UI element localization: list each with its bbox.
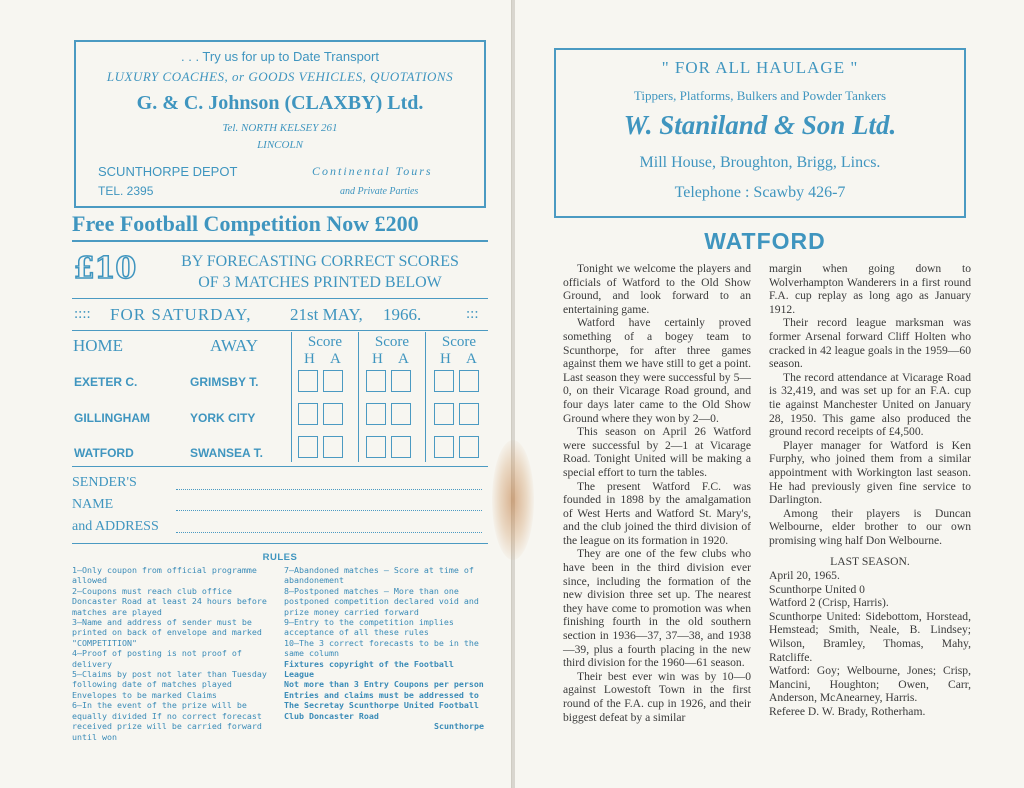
name-field[interactable] <box>176 510 482 511</box>
advert-depot: SCUNTHORPE DEPOT <box>98 164 238 179</box>
article-paragraph: The record attendance at Vicarage Road is 32,419, and was set up for an F.A. cup tie against Manchester United on January 28, 1950. This game also produced the ground record receipts of £4,500. <box>769 370 971 439</box>
advert-line-transport: . . . Try us for up to Date Transport <box>181 49 379 64</box>
article-title: WATFORD <box>704 228 826 254</box>
competition-headline: Free Football Competition Now £200 <box>72 211 419 236</box>
name-label: NAME <box>72 497 114 512</box>
date-label: FOR SATURDAY, <box>110 305 252 324</box>
score-a-3: A <box>466 351 477 367</box>
rule-item: 4—Proof of posting is not proof of delivery <box>72 648 242 669</box>
headline-rule <box>72 240 488 242</box>
score-box-m3-c3-a[interactable] <box>459 436 479 458</box>
date-day: 21st MAY, <box>290 305 363 324</box>
score-header-1: Score <box>307 334 343 350</box>
match-3-away: SWANSEA T. <box>190 446 263 460</box>
score-box-m3-c2-a[interactable] <box>391 436 411 458</box>
away-header: AWAY <box>210 336 259 355</box>
last-season-line: Scunthorpe United 0 <box>769 582 865 596</box>
score-box-m2-c3-a[interactable] <box>459 403 479 425</box>
article-paragraph: Watford have certainly proved something of a bogey team to Scunthorpe, for after three games against them we have still to get a point. Last season they were successful by 5—0, on their Vicarage Road ground, and four days later came to the Old Show Ground where they won by 2—0. <box>563 316 751 425</box>
advert-continental-tours: Continental Tours <box>312 164 433 178</box>
advert-private-parties: and Private Parties <box>340 186 419 197</box>
score-box-m1-c3-a[interactable] <box>459 370 479 392</box>
rule-item: Fixtures copyright of the Football League <box>284 658 454 680</box>
score-h-1: H <box>304 351 315 367</box>
rule-item: 10—The 3 correct forecasts to be in the same column <box>284 637 479 659</box>
rule-item: Not more than 3 Entry Coupons per person <box>284 679 484 690</box>
address-field[interactable] <box>176 532 482 533</box>
rule-item: 2—Coupons must reach club office Doncaster Road at least 24 hours before matches are played <box>72 585 267 617</box>
prize-badge: £10 <box>73 251 137 286</box>
rules-town: Scunthorpe <box>434 721 484 732</box>
rule-item: 3—Name and address of sender must be printed on back of envelope and marked "COMPETITION" <box>72 617 262 648</box>
article-column-2 <box>769 262 971 719</box>
last-season-section <box>769 555 971 718</box>
advert-services: Tippers, Platforms, Bulkers and Powder Tankers <box>633 88 887 103</box>
match-1-away: GRIMSBY T. <box>190 375 259 389</box>
last-season-heading: LAST SEASON. <box>830 555 910 569</box>
right-page <box>515 0 1024 788</box>
advert-town: LINCOLN <box>257 139 303 151</box>
rules-column-2 <box>284 565 484 732</box>
rules-title: RULES <box>262 552 298 563</box>
score-divider-2 <box>358 332 359 462</box>
score-box-m2-c3-h[interactable] <box>434 403 454 425</box>
home-header: HOME <box>73 336 124 355</box>
last-season-line: Watford 2 (Crisp, Harris). <box>769 596 889 610</box>
article-paragraph: Their best ever win was by 10—0 against Lowestoft Town in the first round of the F.A. cup in 1926, and their biggest defeat by a similar <box>563 669 751 724</box>
score-box-m3-c1-h[interactable] <box>298 436 318 458</box>
score-divider-3 <box>425 332 426 462</box>
score-header-3: Score <box>441 334 477 350</box>
forecast-line-1: BY FORECASTING CORRECT SCORES <box>181 253 459 270</box>
advert-line-coaches: LUXURY COACHES, or GOODS VEHICLES, QUOTATIONS <box>106 69 454 84</box>
date-year: 1966. <box>383 305 422 324</box>
score-box-m2-c2-h[interactable] <box>366 403 386 425</box>
score-header-2: Score <box>374 334 410 350</box>
last-season-line: April 20, 1965. <box>769 569 840 583</box>
rule-item: 6—In the event of the prize will be equally divided If no correct forecast received prize will be carried forward until won <box>72 700 262 742</box>
staple-stain <box>492 440 534 560</box>
advert-staniland-company: W. Staniland & Son Ltd. <box>623 110 897 140</box>
staniland-advert <box>554 48 966 218</box>
advert-slogan: " FOR ALL HAULAGE " <box>661 58 859 77</box>
score-box-m3-c1-a[interactable] <box>323 436 343 458</box>
table-bottom-rule <box>72 466 488 467</box>
rule-item: 1—Only coupon from official programme allowed <box>72 565 257 586</box>
senders-field[interactable] <box>176 489 482 490</box>
advert-company-name: G. & C. Johnson (CLAXBY) Ltd. <box>136 92 424 114</box>
score-h-3: H <box>440 351 451 367</box>
rules-column-1 <box>72 565 268 742</box>
date-suffix: ::: <box>466 306 479 322</box>
address-label: and ADDRESS <box>72 519 159 534</box>
forecast-line-2: OF 3 MATCHES PRINTED BELOW <box>198 274 442 291</box>
article-paragraph: This season on April 26 Watford were successful by 2—1 at Vicarage Road. Tonight United will be making a special effort to turn the tables. <box>563 425 751 479</box>
match-2-home: GILLINGHAM <box>74 411 150 425</box>
score-box-m3-c2-h[interactable] <box>366 436 386 458</box>
advert-depot-telephone: TEL. 2395 <box>98 184 154 198</box>
score-h-2: H <box>372 351 383 367</box>
rule-item: 5—Claims by post not later than Tuesday following date of matches played Envelopes to be marked Claims <box>72 669 267 700</box>
match-1-home: EXETER C. <box>74 375 138 389</box>
score-box-m1-c1-a[interactable] <box>323 370 343 392</box>
rule-item: 9—Entry to the competition implies acceptance of all these rules <box>284 617 454 638</box>
score-box-m2-c2-a[interactable] <box>391 403 411 425</box>
advert-address: Mill House, Broughton, Brigg, Lincs. <box>639 154 881 171</box>
score-box-m3-c3-h[interactable] <box>434 436 454 458</box>
advert-telephone: Telephone : Scawby 426-7 <box>674 184 846 201</box>
score-box-m1-c2-a[interactable] <box>391 370 411 392</box>
score-divider-1 <box>291 332 292 462</box>
score-a-1: A <box>330 351 341 367</box>
score-box-m1-c2-h[interactable] <box>366 370 386 392</box>
forecast-rule <box>72 298 488 299</box>
senders-label: SENDER'S <box>72 475 137 490</box>
article-column-1 <box>563 262 751 724</box>
last-season-line: Scunthorpe United: Sidebottom, Horstead, Hemstead; Smith, Neale, B. Lindsey; Wilson, Bramley, Thomas, Mahy, Ratcliffe. <box>769 609 971 664</box>
article-paragraph: The present Watford F.C. was founded in 1898 by the amalgamation of West Herts and Watford St. Mary's, and the club joined the third division of the league on its formation in 1920. <box>563 479 751 547</box>
article-paragraph: Player manager for Watford is Ken Furphy, who joined them from a similar appointment with Workington last season. He had previously given fine service to Darlington. <box>769 438 971 507</box>
score-box-m2-c1-a[interactable] <box>323 403 343 425</box>
score-box-m1-c3-h[interactable] <box>434 370 454 392</box>
article-paragraph: Among their players is Duncan Welbourne, elder brother to our own promising wing half Don Welbourne. <box>769 506 971 547</box>
score-a-2: A <box>398 351 409 367</box>
address-rule <box>72 543 488 544</box>
match-2-away: YORK CITY <box>190 411 256 425</box>
rule-item: 7—Abandoned matches — Score at time of abandonement <box>284 565 474 586</box>
date-prefix: :::: <box>74 306 91 322</box>
article-paragraph: Their record league marksman was former Arsenal forward Cliff Holten who cracked in 42 league goals in the 1959—60 season. <box>769 316 971 371</box>
article-paragraph: Tonight we welcome the players and officials of Watford to the Old Show Ground, and look forward to an entertaining game. <box>563 262 751 316</box>
advert-telephone: Tel. NORTH KELSEY 261 <box>222 122 338 134</box>
johnson-advert <box>74 40 486 208</box>
last-season-line: Watford: Goy; Welbourne, Jones; Crisp, Mancini, Houghton; Owen, Carr, Anderson, McAnearney, Harris. <box>769 664 971 705</box>
article-paragraph: They are one of the few clubs who have been in the third division ever since, including the formation of the new division three set up. The nearest they have come to promotion was when finishing fourth in the old southern section in 1936—37, 37—38, and 1938—39, plus a fourth placing in the new third division for the 1960—61 season. <box>563 547 751 670</box>
article-paragraph: margin when going down to Wolverhampton Wanderers in a first round F.A. cup replay as long ago as January 1912. <box>769 262 971 316</box>
rule-item: Entries and claims must be addressed to The Secretay Scunthorpe United Football Club Doncaster Road <box>284 689 479 721</box>
date-rule <box>72 330 488 331</box>
score-box-m1-c1-h[interactable] <box>298 370 318 392</box>
match-3-home: WATFORD <box>74 446 134 460</box>
score-box-m2-c1-h[interactable] <box>298 403 318 425</box>
last-season-line: Referee D. W. Brady, Rotherham. <box>769 705 926 718</box>
rule-item: 8—Postponed matches — More than one postponed competition declared void and prize money carried forward <box>284 585 479 617</box>
